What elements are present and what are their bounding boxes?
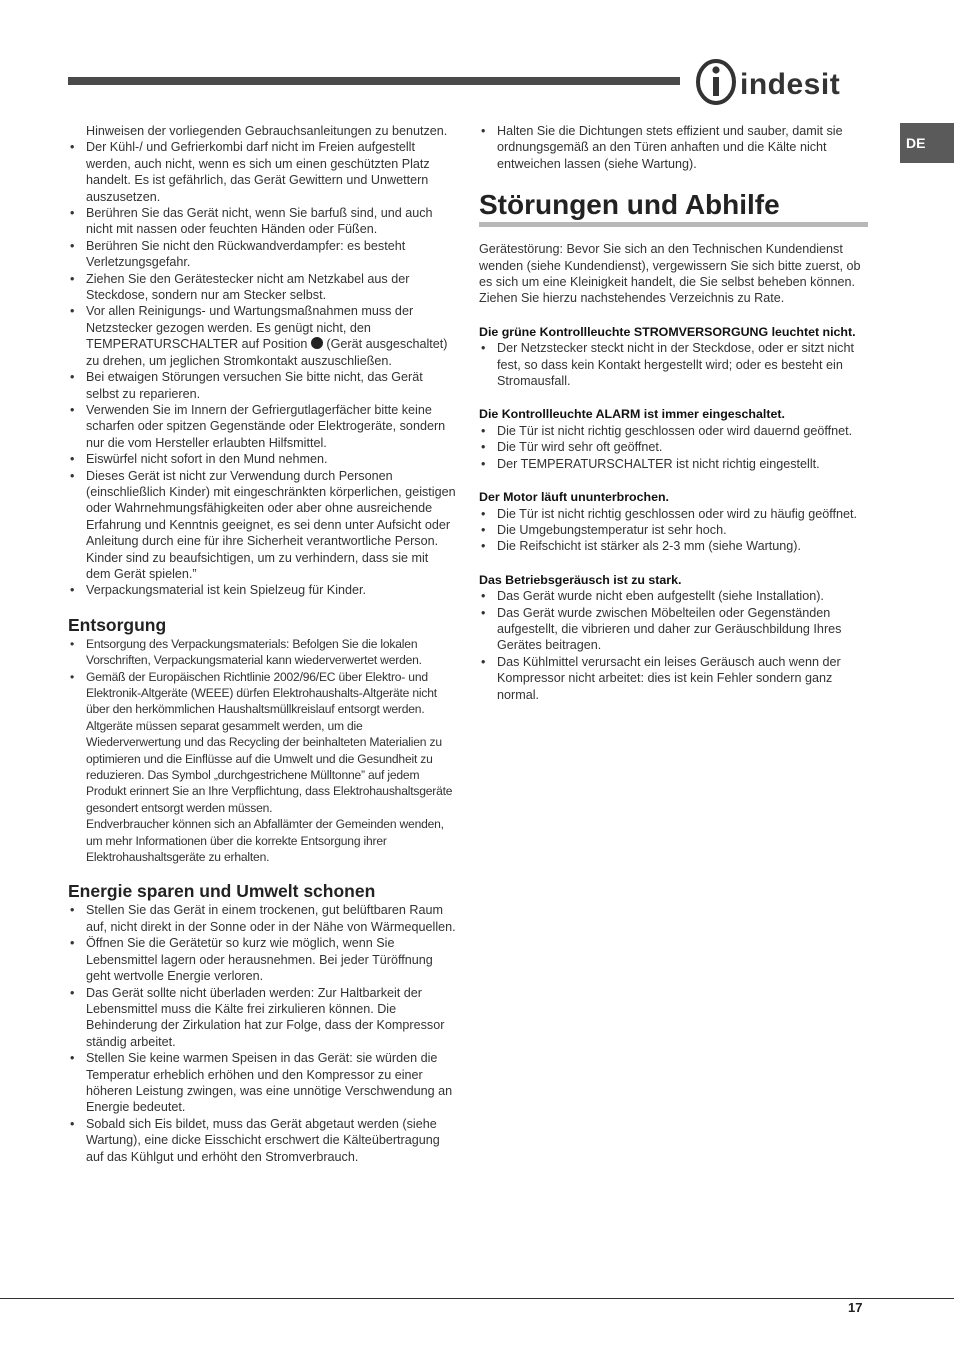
- list-item: • Berühren Sie das Gerät nicht, wenn Sie barfuß sind, und auch nicht mit nassen oder feuchten Händen oder Füßen.: [68, 205, 456, 238]
- off-position-icon: [311, 337, 323, 349]
- list-item: • Die Tür ist nicht richtig geschlossen oder wird zu häufig geöffnet.: [479, 506, 869, 522]
- list-item: • Die Tür ist nicht richtig geschlossen oder wird dauernd geöffnet.: [479, 423, 869, 439]
- weee-extra-text: Endverbraucher können sich an Abfallämter der Gemeinden wenden, um mehr Informationen über die korrekte Entsorgung ihrer Elektrohaushaltsgeräte zu erhalten.: [86, 817, 444, 865]
- list-item: • Öffnen Sie die Gerätetür so kurz wie möglich, wenn Sie Lebensmittel lagern oder herausnehmen. Bei jeder Türöffnung geht wertvolle Energie verloren.: [68, 935, 456, 984]
- problem-list: [479, 340, 869, 389]
- header-rule: [68, 77, 680, 85]
- list-item: • Die Umgebungstemperatur ist sehr hoch.: [479, 522, 869, 538]
- troubleshooting-intro: Gerätestörung: Bevor Sie sich an den Technischen Kundendienst wenden (siehe Kundendienst), vergewissern Sie sich bitte zuerst, ob es sich um eine Kleinigkeit handelt, die Sie selbst beheben können. Ziehen Sie hierzu nachstehendes Verzeichnis zu Rate.: [479, 242, 861, 306]
- list-item: • Der Netzstecker steckt nicht in der Steckdose, oder er sitzt nicht fest, so dass kein Kontakt hergestellt wird; oder es besteht ein Stromausfall.: [479, 340, 869, 389]
- weee-text: Gemäß der Europäischen Richtlinie 2002/96/EC über Elektro- und Elektronik-Altgeräte (WEEE) dürfen Elektrohaushalts-Altgeräte nicht über den herkömmlichen Haushaltsmüllkreislauf entsorgt werden. Altgeräte müssen separat gesammelt werden, um die Wiederverwertung und das Recycling der beinhalteten Materialien zu optimieren und die Einflüsse auf die Umwelt und die Gesundheit zu reduzieren. Das Symbol „durchgestrichene Mülltonne” auf jedem Produkt erinnert Sie an Ihre Verpflichtung, dass Elektrohaushaltsgeräte gesondert entsorgt werden müssen.: [86, 669, 453, 815]
- page-number: 17: [848, 1300, 863, 1315]
- list-item: • Dieses Gerät ist nicht zur Verwendung durch Personen (einschließlich Kinder) mit eingeschränkten körperlichen, geistigen oder Wahrnehmungsfähigkeiten oder aber ohne ausreichende Erfahrung und Kenntnis geeignet, es sei denn unter Aufsicht oder Anleitung durch eine für ihre Sicherheit verantwortliche Person. Kinder sind zu beaufsichtigen, um zu verhindern, dass sie mit dem Gerät spielen.”: [68, 468, 456, 583]
- footer-rule: [0, 1298, 954, 1299]
- list-item: • Das Gerät sollte nicht überladen werden: Zur Haltbarkeit der Lebensmittel muss die Kälte frei zirkulieren können. Die Behinderung der Zirkulation hat zur Folge, dass der Kompressor ständig arbeitet.: [68, 985, 456, 1051]
- entsorgung-list: [68, 636, 456, 866]
- list-item: • Stellen Sie keine warmen Speisen in das Gerät: sie würden die Temperatur erheblich erhöhen und den Kompressor zu einer höheren Leistung zwingen, was eine unnötige Verschwendung an Energie bedeutet.: [68, 1050, 456, 1116]
- switch-text-a: Vor allen Reinigungs- und Wartungsmaßnahmen muss der Netzstecker gezogen werden. Es genügt nicht, den TEMPERATURSCHALTER auf Position: [86, 304, 414, 352]
- problem-heading: Die Kontrollleuchte ALARM ist immer eingeschaltet.: [479, 407, 785, 422]
- list-item: • Der Kühl-/ und Gefrierkombi darf nicht im Freien aufgestellt werden, auch nicht, wenn es sich um einen geschützten Platz handelt. Es ist gefährlich, das Gerät Gewittern und Unwettern auszusetzen.: [68, 139, 456, 205]
- problem-heading: Das Betriebsgeräusch ist zu stark.: [479, 572, 682, 587]
- section-title-entsorgung: Entsorgung: [68, 614, 167, 635]
- seal-list: [479, 123, 869, 172]
- list-item: • Ziehen Sie den Gerätestecker nicht am Netzkabel aus der Steckdose, sondern nur am Stecker selbst.: [68, 271, 456, 304]
- list-item: • Halten Sie die Dichtungen stets effizient und sauber, damit sie ordnungsgemäß an den Türen anhaften und die Kälte nicht entweichen lassen (siehe Wartung).: [479, 123, 869, 172]
- safety-list: [68, 139, 456, 598]
- list-item: • Das Kühlmittel verursacht ein leises Geräusch auch wenn der Kompressor nicht arbeitet: dies ist kein Fehler sondern ganz normal.: [479, 654, 869, 703]
- list-item: • Die Tür wird sehr oft geöffnet.: [479, 439, 869, 455]
- right-column: [479, 123, 869, 703]
- section-title-energie: Energie sparen und Umwelt schonen: [68, 881, 376, 902]
- left-column: [68, 123, 456, 1165]
- list-item: [68, 303, 456, 369]
- intro-continuation: Hinweisen der vorliegenden Gebrauchsanleitungen zu benutzen.: [86, 124, 448, 138]
- list-item: • Entsorgung des Verpackungsmaterials: Befolgen Sie die lokalen Vorschriften, Verpackungsmaterial kann wiederverwertet werden.: [68, 636, 456, 669]
- problem-list: [479, 506, 869, 555]
- list-item: • Sobald sich Eis bildet, muss das Gerät abgetaut werden (siehe Wartung), eine dicke Eisschicht erschwert die Kälteübertragung auf das Kühlgut und erhöht den Stromverbrauch.: [68, 1116, 456, 1165]
- list-item: • Das Gerät wurde nicht eben aufgestellt (siehe Installation).: [479, 588, 869, 604]
- list-item: • Der TEMPERATURSCHALTER ist nicht richtig eingestellt.: [479, 456, 869, 472]
- switch-text-b: (Gerät ausgeschaltet) zu drehen, um jeglichen Stromkontakt auszuschließen.: [86, 337, 448, 368]
- problem-heading: Der Motor läuft ununterbrochen.: [479, 490, 669, 505]
- indesit-logo: [694, 58, 870, 106]
- list-item: • Berühren Sie nicht den Rückwandverdampfer: es besteht Verletzungsgefahr.: [68, 238, 456, 271]
- list-item: • Verpackungsmaterial ist kein Spielzeug für Kinder.: [68, 582, 456, 598]
- problem-heading: Die grüne Kontrollleuchte STROMVERSORGUNG leuchtet nicht.: [479, 324, 856, 339]
- problem-list: [479, 588, 869, 703]
- page-title: Störungen und Abhilfe: [479, 188, 868, 227]
- energie-list: [68, 902, 456, 1165]
- list-item: • Verwenden Sie im Innern der Gefriergutlagerfächer bitte keine scharfen oder spitzen Gegenstände oder Elektrogeräte, sondern nur die vom Hersteller erlaubten Hilfsmittel.: [68, 402, 456, 451]
- list-item: • Eiswürfel nicht sofort in den Mund nehmen.: [68, 451, 456, 467]
- list-item: • Stellen Sie das Gerät in einem trockenen, gut belüftbaren Raum auf, nicht direkt in der Sonne oder in der Nähe von Wärmequellen.: [68, 902, 456, 935]
- language-tab: DE: [900, 123, 954, 163]
- list-item: • Bei etwaigen Störungen versuchen Sie bitte nicht, das Gerät selbst zu reparieren.: [68, 369, 456, 402]
- list-item: [68, 669, 456, 866]
- list-item: • Das Gerät wurde zwischen Möbelteilen oder Gegenständen aufgestellt, die vibrieren und daher zur Geräuschbildung Ihres Gerätes beitragen.: [479, 605, 869, 654]
- list-item: • Die Reifschicht ist stärker als 2-3 mm (siehe Wartung).: [479, 538, 869, 554]
- problem-list: [479, 423, 869, 472]
- brand-wordmark: indesit: [740, 68, 841, 101]
